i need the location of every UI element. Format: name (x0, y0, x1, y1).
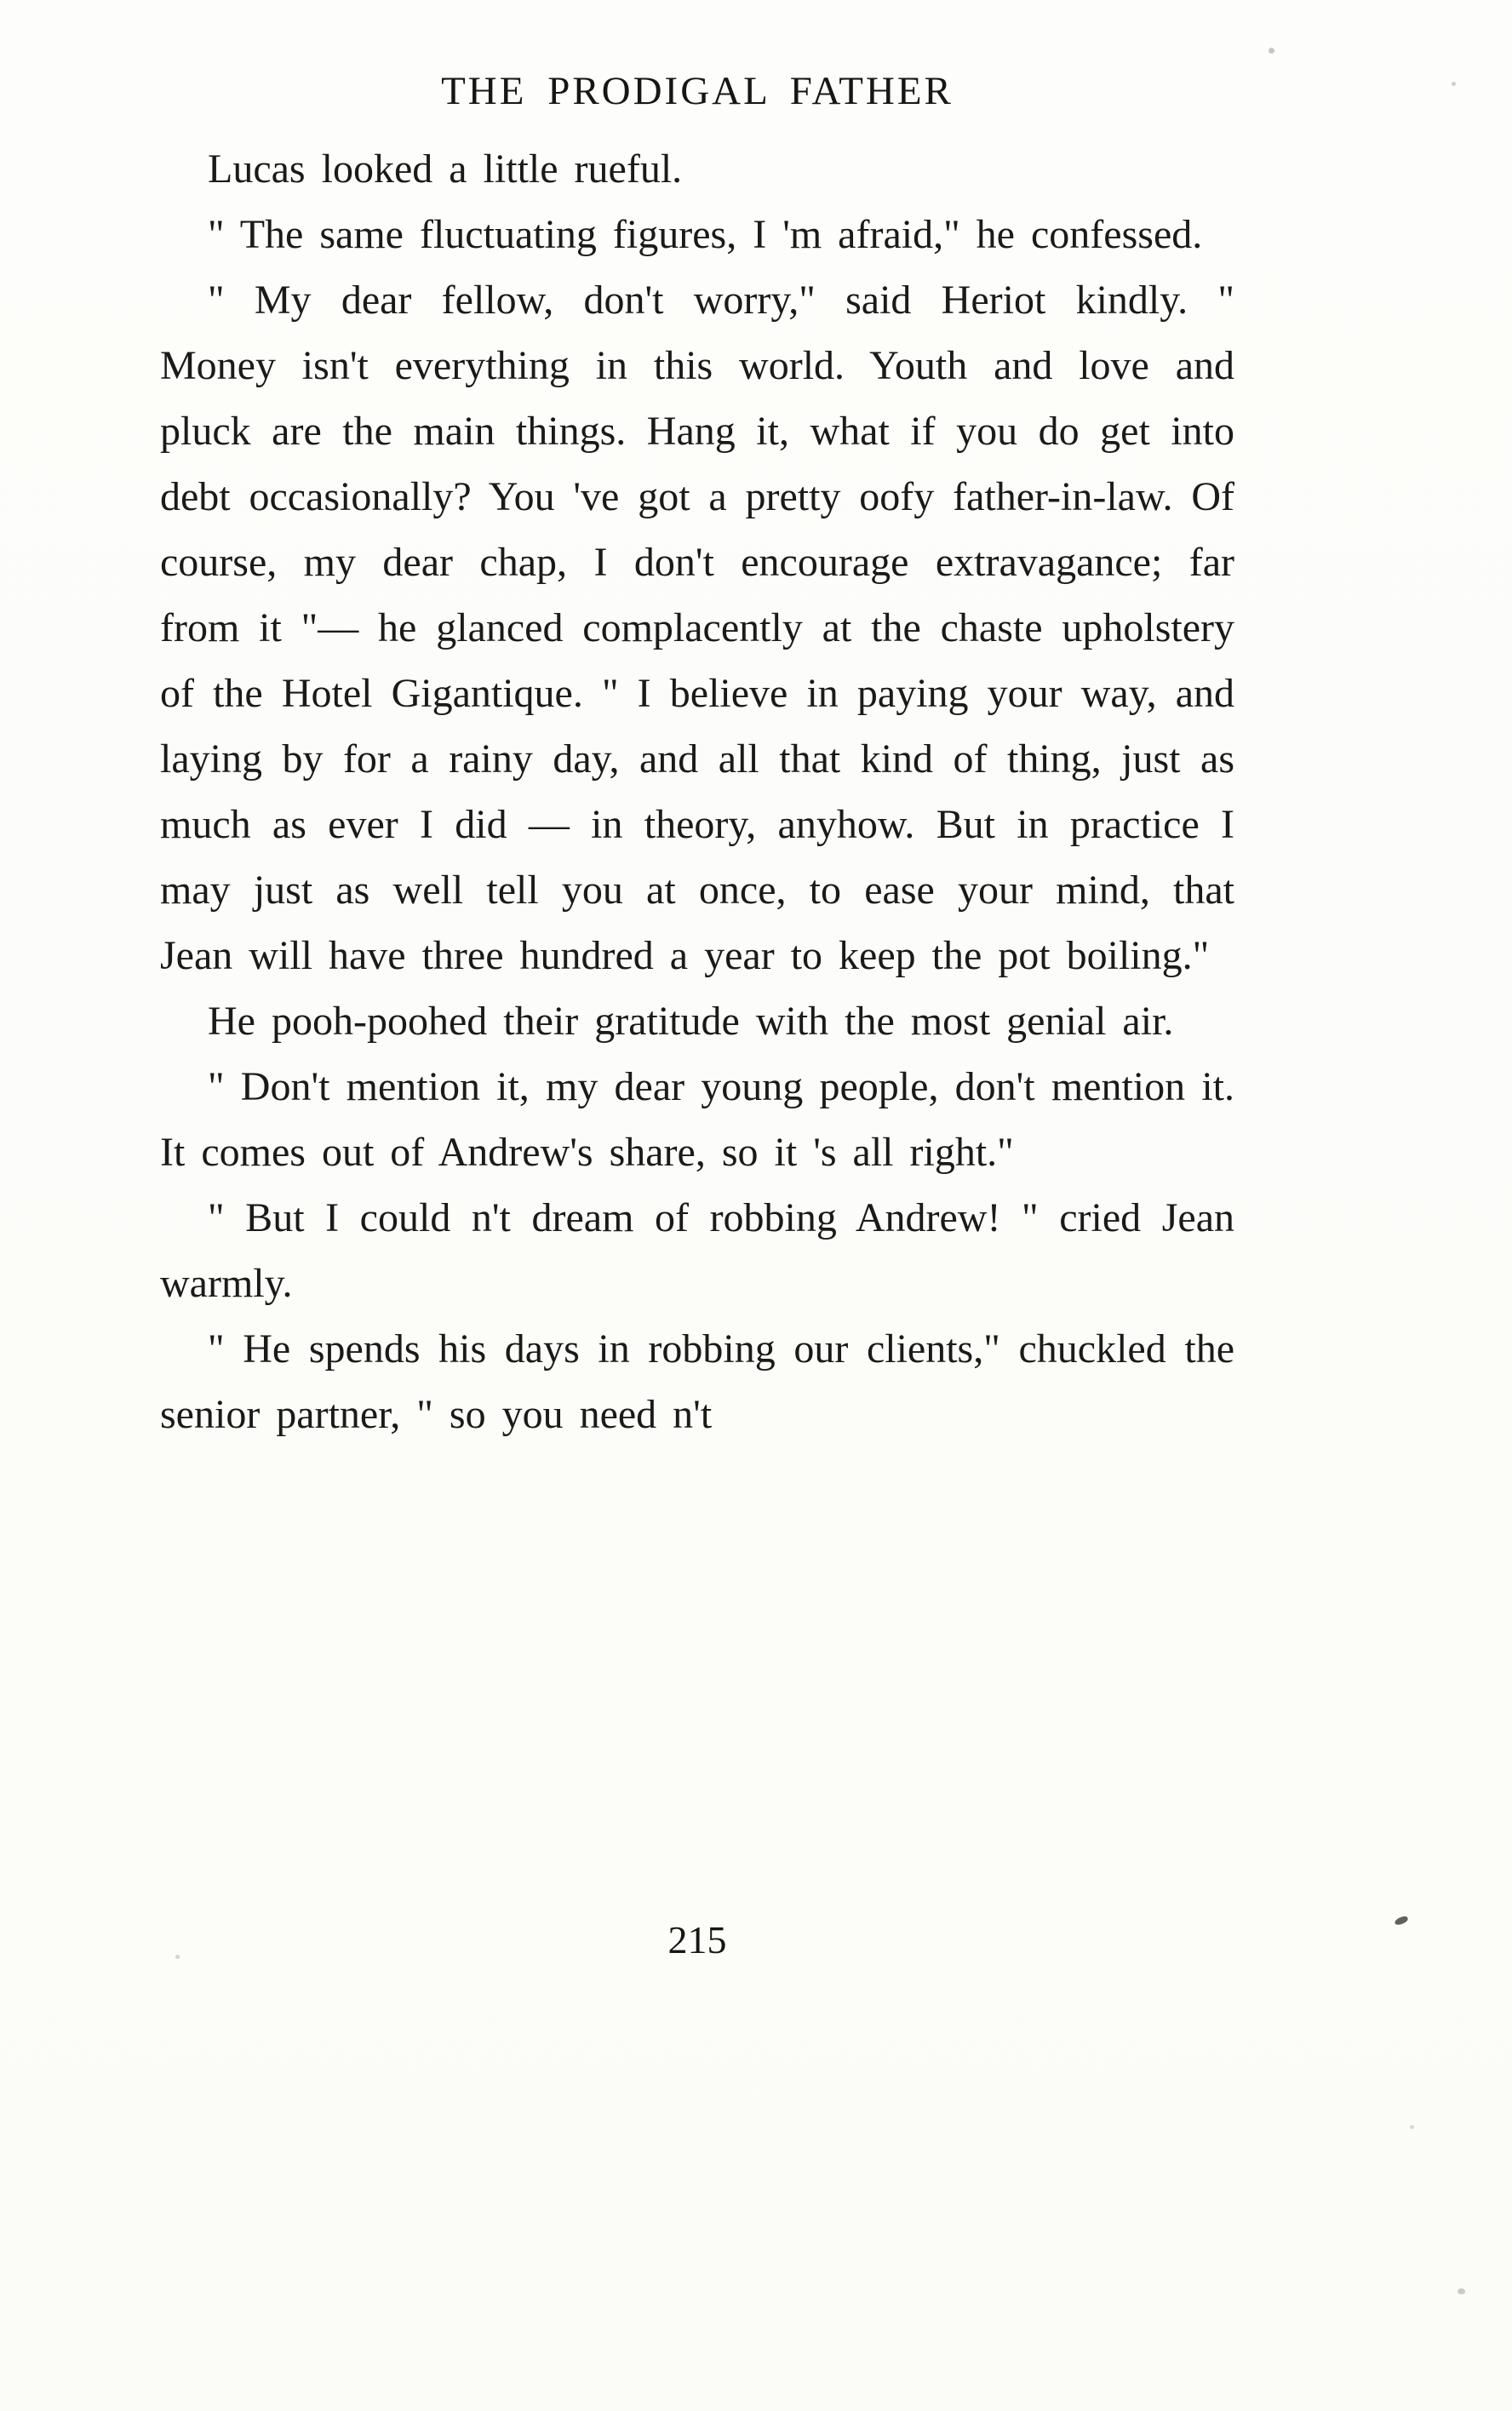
paragraph-1: Lucas looked a little rueful. (208, 146, 683, 192)
scan-speck (1394, 1916, 1409, 1927)
paragraph-7: " He spends his days in robbing our clients," chuckled the senior partner, " so you need n't (160, 1326, 1234, 1437)
page-number: 215 (667, 1918, 727, 1961)
running-head-title: THE PRODIGAL FATHER (441, 69, 954, 113)
scan-speck (1452, 82, 1456, 86)
scan-speck (1410, 2125, 1414, 2129)
paragraph-6: " But I could n't dream of robbing Andrew! " cried Jean warmly. (160, 1195, 1234, 1306)
scan-speck (1269, 48, 1274, 54)
paragraph-2: " The same fluctuating figures, I 'm afraid," he confessed. (208, 212, 1203, 257)
paragraph-5: " Don't mention it, my dear young people, don't mention it. It comes out of Andrew's share, so it 's all right." (160, 1064, 1234, 1175)
paragraph-4: He pooh-poohed their gratitude with the most genial air. (208, 999, 1174, 1044)
scan-speck (175, 1955, 180, 1959)
scan-speck (1458, 2288, 1465, 2294)
text-block (160, 136, 1234, 1447)
paragraph-3: " My dear fellow, don't worry," said Heriot kindly. " Money isn't everything in this world. Youth and love and pluck are the main things. Hang it, what if you do get into debt occasionally? You 've got a pretty oofy father-in-law. Of course, my dear chap, I don't encourage extravagance; far from it "— he glanced complacently at the chaste upholstery of the Hotel Gigantique. " I believe in paying your way, and laying by for a rainy day, and all that kind of thing, just as much as ever I did — in theory, anyhow. But in practice I may just as well tell you at once, to ease your mind, that Jean will have three hundred a year to keep the pot boiling." (160, 278, 1234, 978)
